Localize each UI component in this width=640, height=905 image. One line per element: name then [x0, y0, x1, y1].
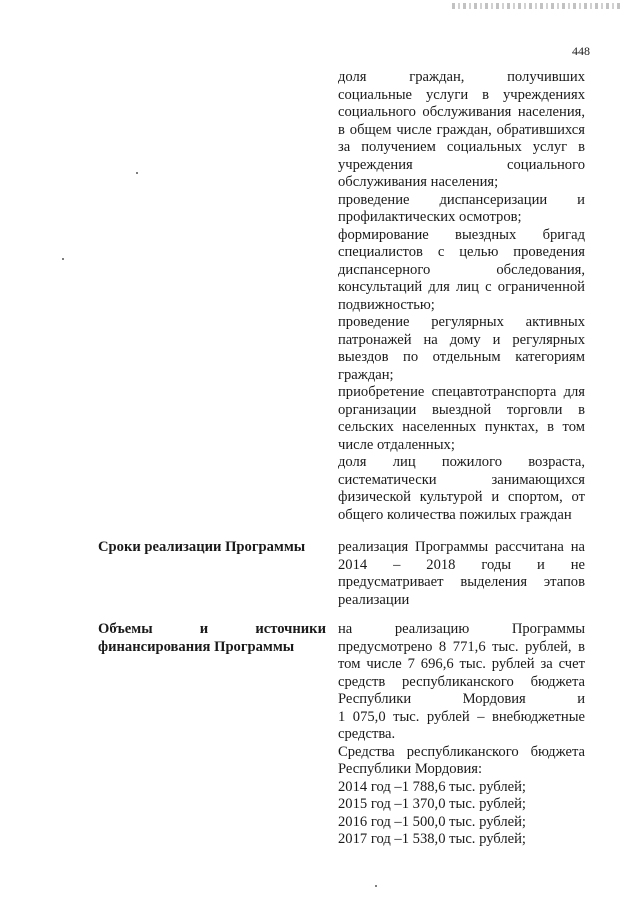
- text-line: финансирования Программы: [98, 638, 295, 655]
- text-line: Объемы и источники: [98, 621, 326, 637]
- text-line: предусматривает выделения этапов: [338, 574, 585, 590]
- page-number: 448: [572, 44, 590, 58]
- text-line: сельских населенных пунктах, в том: [338, 419, 585, 435]
- text-line: социальные услуги в учреждениях: [338, 86, 585, 103]
- scan-speck: [136, 172, 138, 174]
- text-line: учреждения социального: [338, 156, 585, 173]
- target-indicators-block: [338, 69, 585, 524]
- text-line: реализация Программы рассчитана на: [338, 539, 585, 555]
- text-line: за получением социальных услуг в: [338, 139, 585, 155]
- text-line: граждан;: [338, 366, 394, 383]
- text-line: приобретение спецавтотранспорта для: [338, 384, 585, 400]
- terms-text: [338, 539, 585, 609]
- text-line: том числе 7 696,6 тыс. рублей за счет: [338, 656, 585, 672]
- text-line: реализации: [338, 591, 410, 608]
- finance-text: [338, 621, 585, 849]
- text-line: Республики Мордовия:: [338, 761, 483, 777]
- text-line: подвижностью;: [338, 296, 435, 313]
- text-line: консультаций для лиц с ограниченной: [338, 279, 585, 295]
- text-line: 1 075,0 тыс. рублей – внебюджетные: [338, 708, 585, 725]
- text-line: 2014 год –1 788,6 тыс. рублей;: [338, 778, 526, 795]
- text-line: в общем числе граждан, обратившихся: [338, 121, 585, 138]
- text-line: систематически занимающихся: [338, 471, 585, 488]
- text-line: числе отдаленных;: [338, 436, 455, 453]
- text-line: обслуживания населения;: [338, 174, 499, 190]
- text-line: на реализацию Программы: [338, 621, 585, 637]
- text-line: формирование выездных бригад: [338, 226, 585, 243]
- text-line: 2014 – 2018 годы и не: [338, 556, 585, 573]
- text-line: средств республиканского бюджета: [338, 673, 585, 690]
- text-line: профилактических осмотров;: [338, 209, 522, 225]
- text-line: физической культурой и спортом, от: [338, 489, 585, 505]
- text-line: патронажей на дому и регулярных: [338, 331, 585, 348]
- scan-speck: [375, 885, 377, 887]
- text-line: специалистов с целью проведения: [338, 244, 585, 260]
- text-line: выездов по отдельным категориям: [338, 349, 585, 365]
- text-line: Республики Мордовия и: [338, 691, 585, 707]
- finance-label: [98, 621, 326, 656]
- text-line: диспансерного обследования,: [338, 261, 585, 278]
- text-line: средства.: [338, 726, 396, 742]
- text-line: предусмотрено 8 771,6 тыс. рублей, в: [338, 638, 585, 655]
- text-line: организации выездной торговли в: [338, 401, 585, 418]
- text-line: 2017 год –1 538,0 тыс. рублей;: [338, 831, 526, 847]
- text-line: общего количества пожилых граждан: [338, 506, 572, 523]
- text-line: социального обслуживания населения,: [338, 104, 585, 120]
- text-line: 2016 год –1 500,0 тыс. рублей;: [338, 813, 526, 830]
- text-line: доля граждан, получивших: [338, 69, 585, 85]
- terms-label: Сроки реализации Программы: [98, 539, 306, 555]
- text-line: доля лиц пожилого возраста,: [338, 454, 585, 470]
- text-line: проведение диспансеризации и: [338, 191, 585, 208]
- text-line: Средства республиканского бюджета: [338, 743, 585, 760]
- scan-speck: [62, 258, 64, 260]
- text-line: проведение регулярных активных: [338, 314, 585, 330]
- scan-artifact: [452, 3, 622, 9]
- text-line: 2015 год –1 370,0 тыс. рублей;: [338, 796, 526, 812]
